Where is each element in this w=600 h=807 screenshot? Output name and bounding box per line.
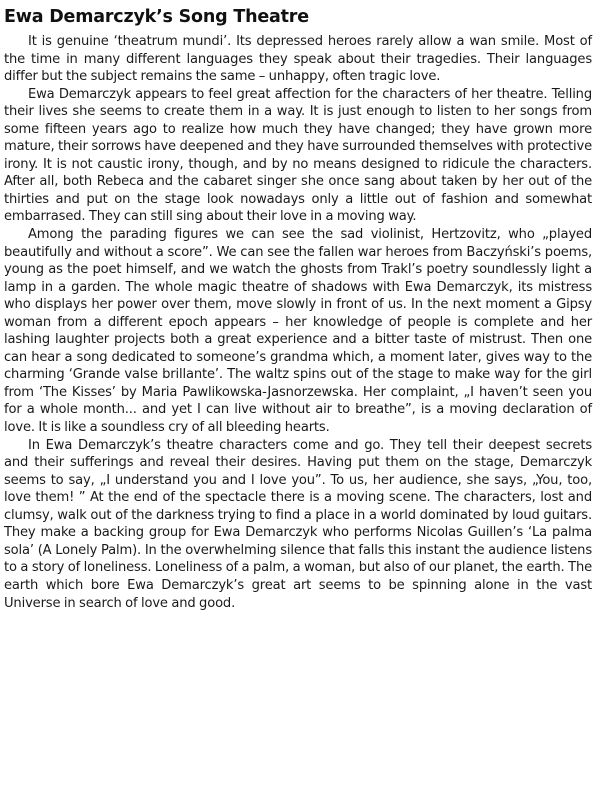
article [4,6,592,612]
article-paragraph-4: In Ewa Demarczyk’s theatre characters come and go. They tell their deepest secrets and their sufferings and reveal their desires. Having put them on the stage, Demarczyk seems to say, „I understand you and I love you”. To us, her audience, she says, „You, too, love them! ” At the end of the spectacle there is a moving scene. The characters, lost and clumsy, walk out of the darkness trying to find a place in a world dominated by loud guitars. They make a backing group for Ewa Demarczyk who performs Nicolas Guillen’s ‘La palma sola’ (A Lonely Palm). In the overwhelming silence that falls this instant the audience listens to a story of loneliness. Loneliness of a palm, a woman, but also of our planet, the earth. The earth which bore Ewa Demarczyk’s great art seems to be spinning alone in the vast Universe in search of love and good. [4,437,592,611]
article-paragraph-3: Among the parading figures we can see the sad violinist, Hertzovitz, who „played beautifully and without a score”. We can see the fallen war heroes from Baczyński’s poems, young as the poet himself, and we watch the ghosts from Trakl’s poetry soundlessly light a lamp in a garden. The whole magic theatre of shadows with Ewa Demarczyk, its mistress who displays her power over them, move slowly in front of us. In the next moment a Gipsy woman from a different epoch appears – her knowledge of people is complete and her lashing laughter projects both a great experience and a bitter taste of mistrust. Then one can hear a song dedicated to someone’s grandma which, a moment later, gives way to the charming ‘Grande valse brillante’. The waltz spins out of the stage to make way for the girl from ‘The Kisses’ by Maria Pawlikowska-Jasnorzewska. Her complaint, „I haven’t seen you for a whole month... and yet I can live without air to breathe”, is a moving declaration of love. It is like a soundless cry of all bleeding hearts. [4,227,592,436]
article-paragraph-1: It is genuine ‘theatrum mundi’. Its depressed heroes rarely allow a wan smile. Most of the time in many different languages they speak about their tragedies. Their languages differ but the subject remains the same – unhappy, often tragic love. [4,34,592,85]
article-title: Ewa Demarczyk’s Song Theatre [4,7,309,27]
article-paragraph-2: Ewa Demarczyk appears to feel great affection for the characters of her theatre. Telling their lives she seems to create them in a way. It is just enough to listen to her songs from some fifteen years ago to realize how much they have changed; they have grown more mature, their sorrows have deepened and they have surrounded themselves with protective irony. It is not caustic irony, though, and by no means designed to ridicule the characters. After all, both Rebeca and the cabaret singer she once sang about taken by her out of the thirties and put on the stage look nowadays only a little out of fashion and somewhat embarrased. They can still sing about their love in a moving way. [4,86,592,225]
